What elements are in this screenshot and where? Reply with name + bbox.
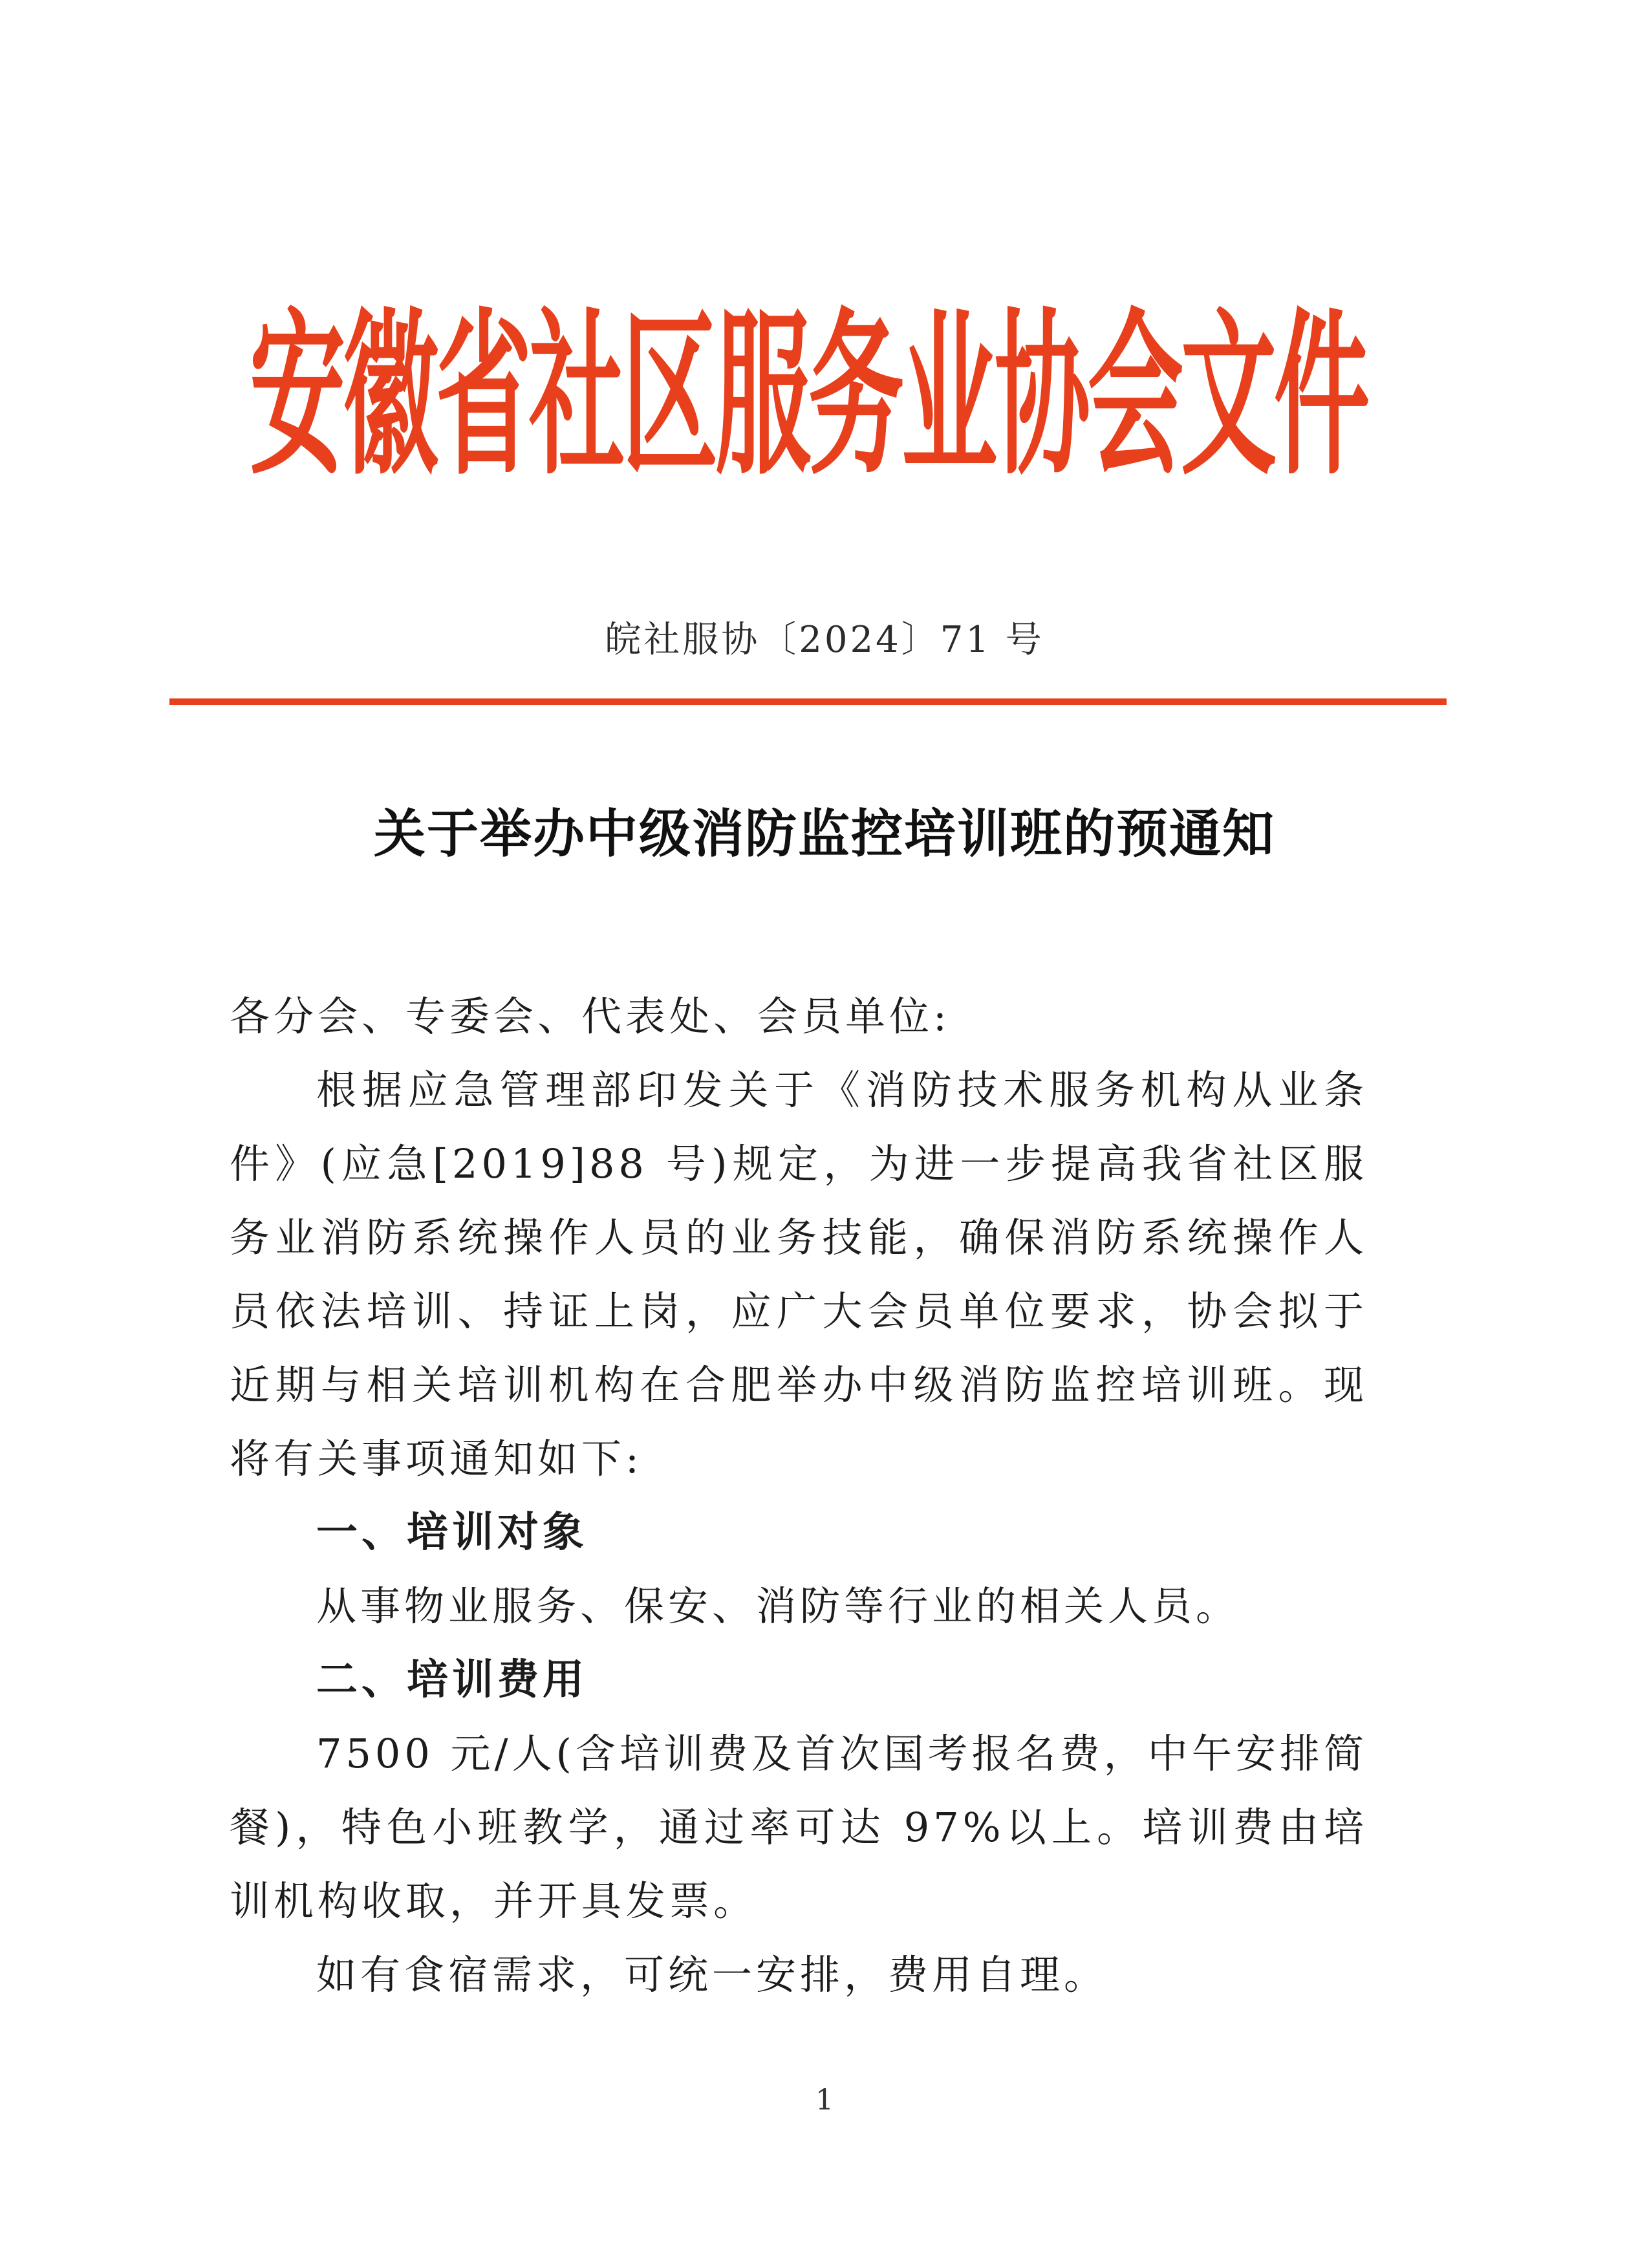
masthead-text: 安徽省社区服务业协会文件 [250, 293, 1367, 499]
masthead-title [194, 259, 1423, 504]
document-number: 皖社服协〔2024〕71 号 [605, 619, 1044, 661]
section-text-training-fee: 7500 元/人(含培训费及首次国考报名费，中午安排简餐)，特色小班教学，通过率可达 97%以上。培训费由培训机构收取，并开具发票。 [230, 1730, 1368, 1925]
intro-paragraph: 根据应急管理部印发关于《消防技术服务机构从业条件》(应急[2019]88 号)规定，为进一步提高我省社区服务业消防系统操作人员的业务技能，确保消防系统操作人员依法培训、持证上岗，应广大会员单位要求，协会拟于近期与相关培训机构在合肥举办中级消防监控培训班。现将有关事项通知如下: [230, 1066, 1368, 1482]
section-text-training-target: 从事物业服务、保安、消防等行业的相关人员。 [316, 1582, 1240, 1630]
notice-body [230, 980, 1368, 2012]
section-heading-training-fee: 二、培训费用 [316, 1656, 588, 1704]
red-divider-line [169, 698, 1447, 705]
salutation: 各分会、专委会、代表处、会员单位: [230, 993, 951, 1040]
section-heading-training-target: 一、培训对象 [316, 1509, 588, 1557]
section-note-accommodation: 如有食宿需求，可统一安排，费用自理。 [316, 1951, 1108, 1998]
notice-title: 关于举办中级消防监控培训班的预通知 [374, 804, 1275, 864]
page-number: 1 [815, 2084, 834, 2117]
